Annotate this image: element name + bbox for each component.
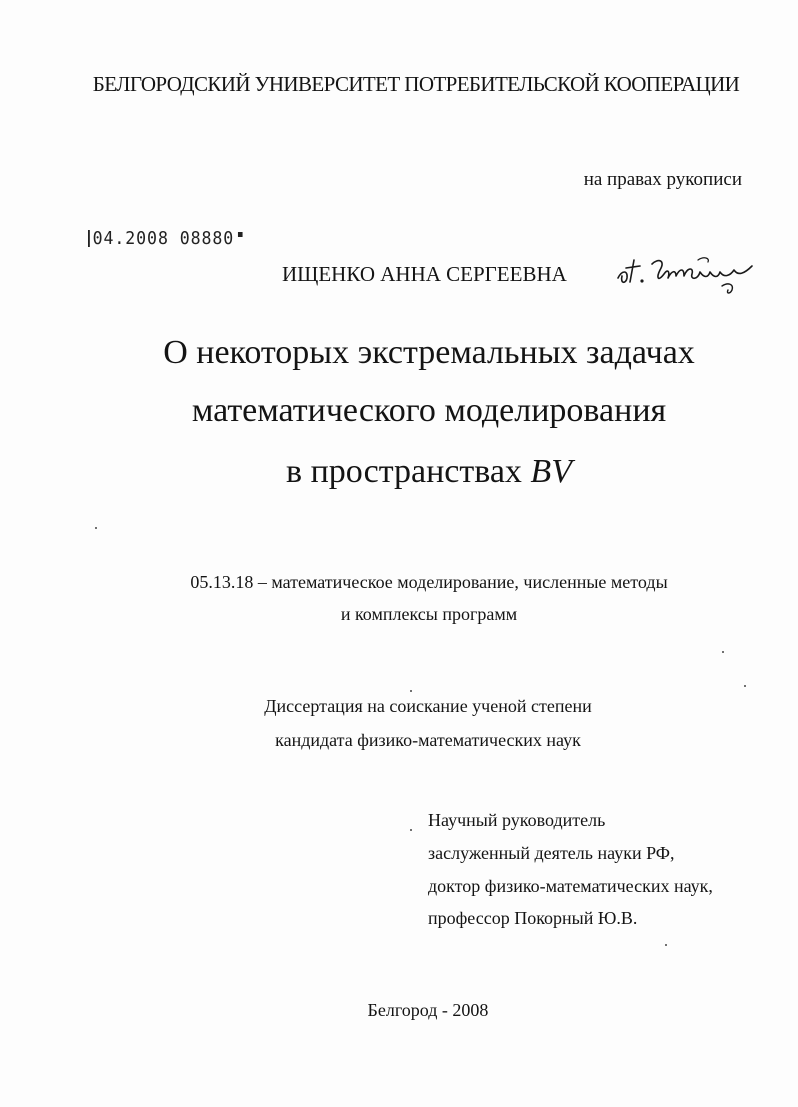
advisor-line-4: профессор Покорный Ю.В. <box>428 908 638 928</box>
scan-speck <box>665 944 667 946</box>
advisor-line-2: заслуженный деятель науки РФ, <box>428 843 675 863</box>
author-signature <box>614 252 764 298</box>
stamp-marker <box>88 230 90 247</box>
title-bv-symbol: BV <box>530 453 572 490</box>
scan-speck <box>95 527 97 529</box>
title-line-2: математического моделирования <box>191 392 667 429</box>
university-heading: БЕЛГОРОДСКИЙ УНИВЕРСИТЕТ ПОТРЕБИТЕЛЬСКОЙ КООПЕРАЦИИ <box>92 72 740 96</box>
title-line-3-prefix: в пространствах <box>286 453 531 490</box>
specialty-line-2: и комплексы программ <box>340 604 518 624</box>
city-year: Белгород - 2008 <box>367 1000 489 1020</box>
scan-speck <box>410 690 412 692</box>
manuscript-note: на правах рукописи <box>583 169 742 190</box>
scan-speck <box>722 651 724 653</box>
title-line-3 <box>0 455 798 489</box>
specialty-line-1: 05.13.18 – математическое моделирование, численные методы <box>190 572 668 592</box>
registration-stamp <box>88 230 242 248</box>
title-line-1: О некоторых экстремальных задачах <box>163 334 695 371</box>
advisor-line-1: Научный руководитель <box>428 810 606 830</box>
author-name: ИЩЕНКО АННА СЕРГЕЕВНА <box>282 262 567 286</box>
stamp-number: 04.2008 08880 <box>92 228 235 249</box>
advisor-line-3: доктор физико-математических наук, <box>428 876 713 896</box>
scan-speck <box>410 829 412 831</box>
dissertation-line-1: Диссертация на соискание ученой степени <box>264 696 592 716</box>
scan-speck <box>744 685 746 687</box>
dissertation-line-2: кандидата физико-математических наук <box>275 730 581 750</box>
stamp-dot-icon <box>238 232 243 237</box>
